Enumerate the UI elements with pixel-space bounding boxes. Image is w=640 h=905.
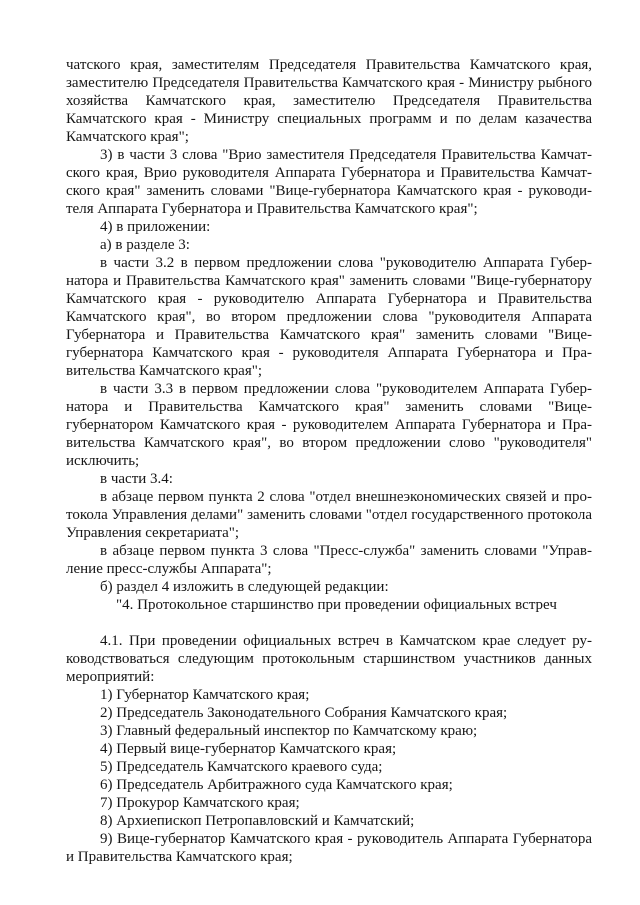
paragraph-item-4: 4) в приложении: bbox=[100, 219, 211, 235]
paragraph-part-3-4: в части 3.4: bbox=[100, 471, 173, 487]
paragraph-4-1: 4.1. При проведении официальных встреч в Камчатском крае следует руководствоваться следующим протокольным старшинством участников данных мероприятий: bbox=[66, 633, 592, 685]
section-heading: "4. Протокольное старшинство при проведении официальных встреч bbox=[116, 597, 557, 613]
paragraph-continuation: чатского края, заместителям Председателя Правительства Камчатского края, заместителю Председателя Правительства Камчатского края - Министру рыбного хозяйства Камчатского края, заместителю Председателя Правительства Камчатского края - Министру специальных программ и по делам казачества Камчатского края"; bbox=[66, 57, 592, 145]
document-body bbox=[66, 56, 592, 866]
list-item: 8) Архиепископ Петропавловский и Камчатский; bbox=[100, 813, 415, 829]
protocol-precedence-list bbox=[66, 686, 592, 866]
paragraph-part-3-3: в части 3.3 в первом предложении слова "руководителем Аппарата Губернатора и Правительства Камчатского края" заменить словами "Вице-губернатором Камчатского края - руководителем Аппарата Губернатора и Правительства Камчатского края", во втором предложении слово "руководителя" исключить; bbox=[66, 381, 592, 469]
list-item: 4) Первый вице-губернатор Камчатского края; bbox=[100, 741, 397, 757]
list-item: 2) Председатель Законодательного Собрания Камчатского края; bbox=[100, 705, 508, 721]
list-item: 5) Председатель Камчатского краевого суда; bbox=[100, 759, 383, 775]
list-item: 7) Прокурор Камчатского края; bbox=[100, 795, 300, 811]
paragraph-item-3: 3) в части 3 слова "Врио заместителя Председателя Правительства Камчатского края, Врио руководителя Аппарата Губернатора и Правительства Камчатского края" заменить словами "Вице-губернатора Камчатского края - руководителя Аппарата Губернатора и Правительства Камчатского края"; bbox=[66, 147, 592, 217]
list-item: 3) Главный федеральный инспектор по Камчатскому краю; bbox=[100, 723, 478, 739]
list-item: 9) Вице-губернатор Камчатского края - руководитель Аппарата Губернатора и Правительства Камчатского края; bbox=[66, 831, 592, 865]
paragraph-point-3: в абзаце первом пункта 3 слова "Пресс-служба" заменить словами "Управление пресс-службы Аппарата"; bbox=[66, 543, 592, 577]
paragraph-subitem-a: а) в разделе 3: bbox=[100, 237, 190, 253]
list-item: 6) Председатель Арбитражного суда Камчатского края; bbox=[100, 777, 453, 793]
paragraph-subitem-b: б) раздел 4 изложить в следующей редакции: bbox=[100, 579, 389, 595]
list-item: 1) Губернатор Камчатского края; bbox=[100, 687, 310, 703]
paragraph-point-2: в абзаце первом пункта 2 слова "отдел внешнеэкономических связей и протокола Управления делами" заменить словами "отдел государственного протокола Управления секретариата"; bbox=[66, 489, 592, 541]
paragraph-part-3-2: в части 3.2 в первом предложении слова "руководителю Аппарата Губернатора и Правительства Камчатского края" заменить словами "Вице-губернатору Камчатского края - руководителю Аппарата Губернатора и Правительства Камчатского края", во втором предложении слова "руководителя Аппарата Губернатора и Правительства Камчатского края" заменить словами "Вице-губернатора Камчатского края - руководителя Аппарата Губернатора и Правительства Камчатского края"; bbox=[66, 255, 592, 379]
